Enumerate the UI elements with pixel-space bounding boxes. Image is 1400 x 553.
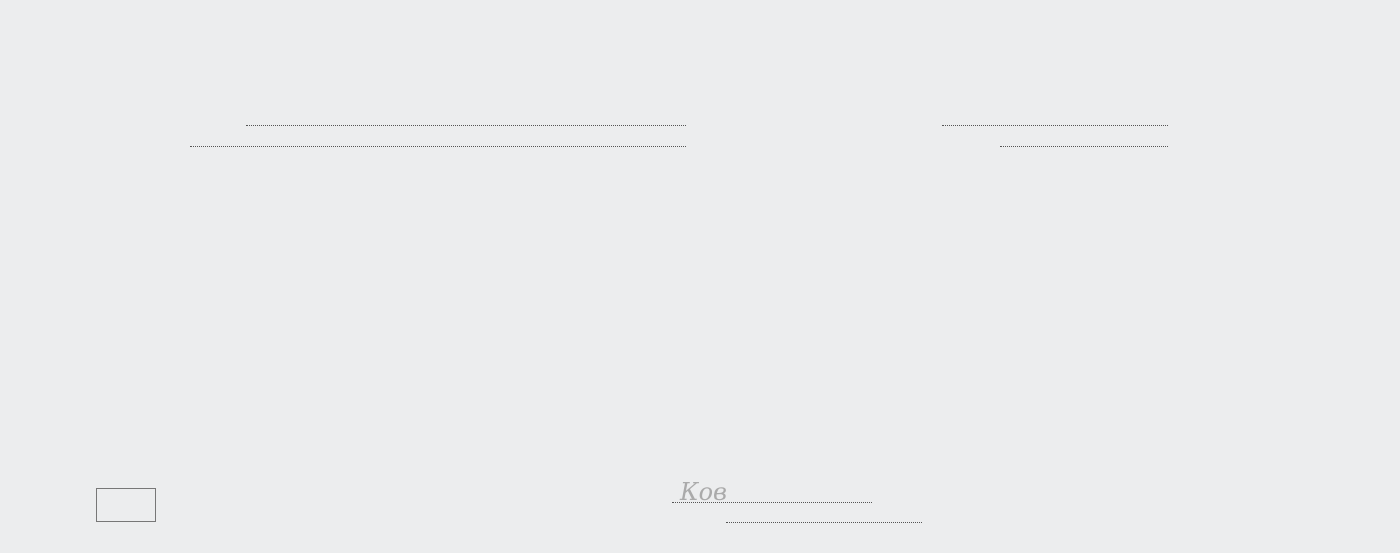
signature-mark: Ков <box>680 478 727 506</box>
stamp-box <box>96 488 156 522</box>
